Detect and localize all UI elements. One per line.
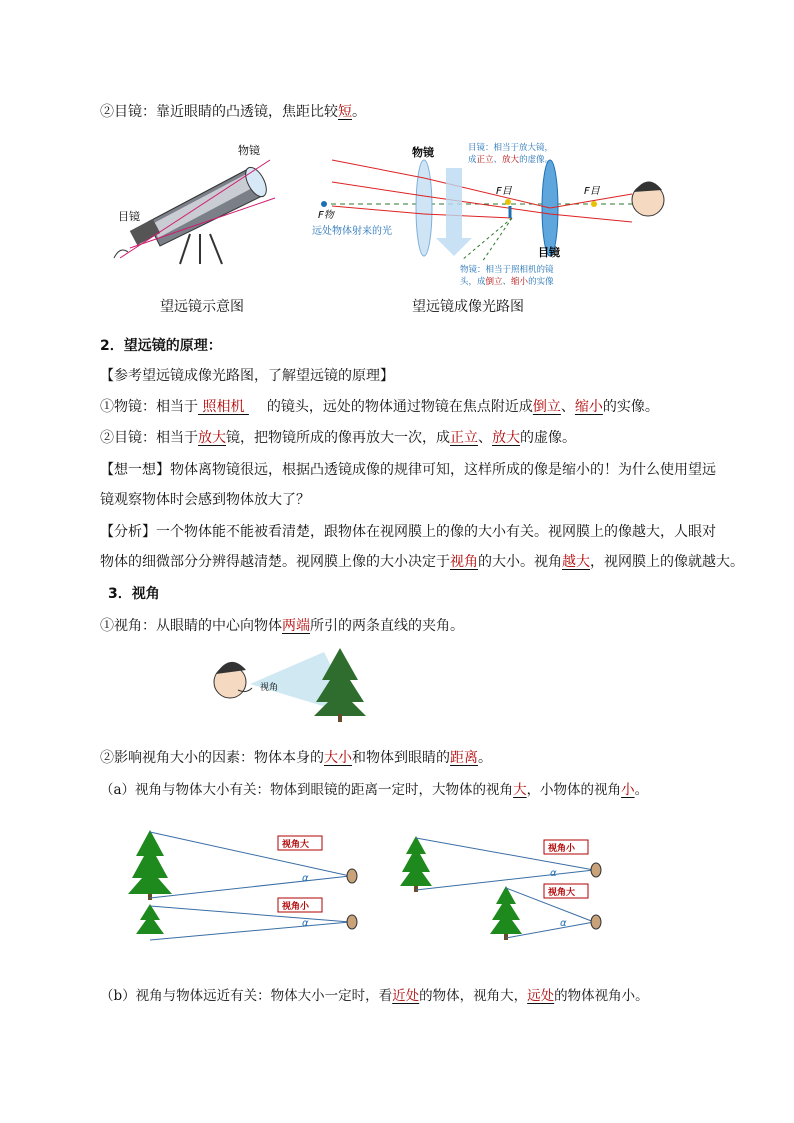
definition-line: ①视角：从眼睛的中心向物体两端所引的两条直线的夹角。 (100, 618, 464, 634)
section3-heading: 3．视角 (108, 586, 160, 602)
alpha-near: α (560, 918, 567, 929)
factors-line: ②影响视角大小的因素：物体本身的大小和物体到眼睛的距离。 (100, 750, 492, 766)
telescope-figure (110, 138, 280, 268)
optics-eyepiece-label: 目镜 (538, 246, 560, 259)
alpha-far: α (550, 868, 557, 879)
analysis-line-1: 【分析】一个物体能不能被看清楚，跟物体在视网膜上的像的大小有关。视网膜上的像越大，人眼对 (100, 524, 716, 540)
distance-line: （b）视角与物体远近有关：物体大小一定时，看近处的物体，视角大，远处的物体视角小。 (100, 988, 649, 1004)
analysis-line-2: 物体的细微部分分辨得越清楚。视网膜上像的大小决定于视角的大小。视角越大，视网膜上的像就越大。 (100, 554, 744, 570)
section2-bracket: 【参考望远镜成像光路图，了解望远镜的原理】 (100, 368, 394, 384)
telescope-objective-label: 物镜 (238, 144, 260, 157)
think-line-2: 镜观察物体时会感到物体放大了？ (100, 492, 310, 508)
eyepiece-line: ②目镜：相当于放大镜，把物镜所成的像再放大一次，成正立、放大的虚像。 (100, 430, 576, 446)
label-big-2: 视角大 (548, 888, 576, 898)
telescope-caption: 望远镜示意图 (160, 299, 244, 315)
optics-caption: 望远镜成像光路图 (412, 299, 524, 315)
section2-heading: 2．望远镜的原理： (100, 338, 222, 354)
optics-objective-label: 物镜 (412, 146, 434, 159)
visual-angle-label: 视角 (260, 683, 279, 693)
label-big: 视角大 (282, 840, 310, 850)
distance-comparison-figure (400, 832, 620, 944)
f-eye-label-2: F目 (584, 186, 600, 197)
label-small-2: 视角小 (548, 844, 576, 854)
size-line: （a）视角与物体大小有关：物体到眼镜的距离一定时，大物体的视角大，小物体的视角小。 (100, 782, 649, 798)
objective-note-1: 物镜：相当于照相机的镜 (460, 265, 554, 275)
far-light-label: 远处物体射来的光 (312, 226, 392, 237)
telescope-eyepiece-label: 目镜 (118, 210, 140, 223)
label-small: 视角小 (282, 902, 310, 912)
objective-line: ①物镜：相当于 照相机 的镜头，远处的物体通过物镜在焦点附近成倒立、缩小的实像。 (100, 399, 659, 415)
eyepiece-intro: ②目镜：靠近眼睛的凸透镜，焦距比较短。 (100, 104, 366, 120)
size-comparison-figure (128, 826, 368, 946)
think-line-1: 【想一想】物体离物镜很远，根据凸透镜成像的规律可知，这样所成的像是缩小的！为什么使用望远 (100, 462, 716, 478)
visual-angle-figure (204, 644, 384, 724)
objective-note-2: 头，成倒立、缩小的实像 (460, 277, 554, 287)
eyepiece-note-1: 目镜：相当于放大镜， (468, 143, 554, 153)
alpha-big: α (302, 873, 309, 884)
eyepiece-note-2: 成正立、放大的虚像。 (468, 155, 554, 165)
alpha-small: α (302, 918, 309, 929)
f-eye-label: F目 (496, 186, 512, 197)
f-obj-label: F物 (318, 210, 334, 221)
optics-figure (312, 138, 682, 290)
